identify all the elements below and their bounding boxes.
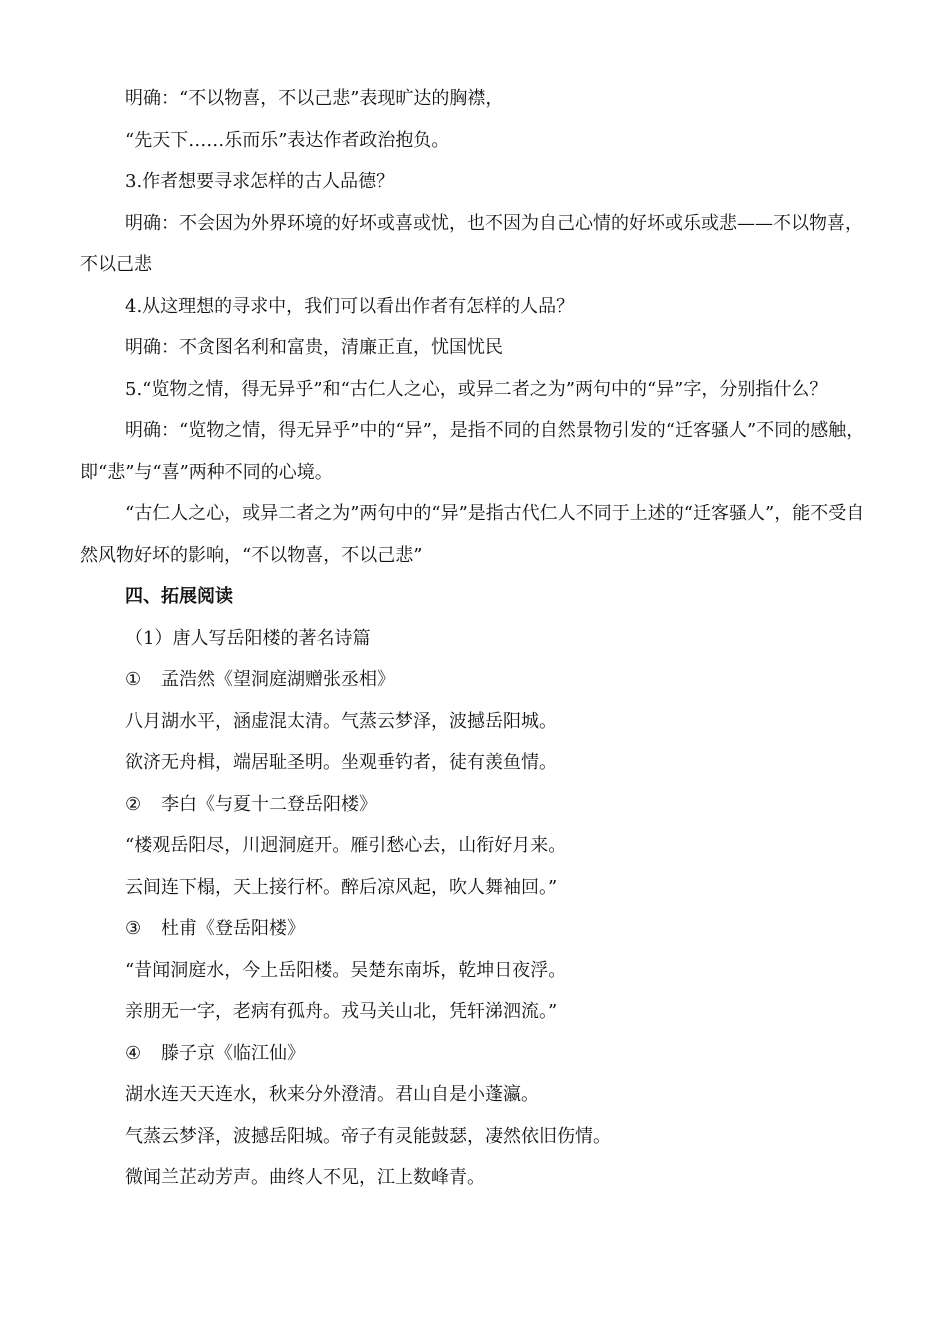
subheading: （1）唐人写岳阳楼的著名诗篇 [125,627,371,649]
poem-title [80,1033,870,1075]
answer-paragraph: 明确：不贪图名利和富贵，清廉正直，忧国忧民 [125,337,503,358]
poem-line: 亲朋无一字，老病有孤舟。戎马关山北，凭轩涕泗流。” [125,1001,558,1022]
poem-title-text: 杜甫《登岳阳楼》 [161,918,305,939]
poem-marker: ① [125,669,142,690]
poem-line: 微闻兰芷动芳声。曲终人不见，江上数峰青。 [125,1167,485,1188]
answer-paragraph: 明确：不会因为外界环境的好坏或喜或忧，也不因为自己心情的好坏或乐或悲——不以物喜，不以己悲 [80,212,863,275]
poem-marker: ② [125,793,142,815]
answer-paragraph: “古仁人之心，或异二者之为”两句中的“异”是指古代仁人不同于上述的“迁客骚人”，能不受自然风物好坏的影响，“不以物喜，不以己悲” [80,503,865,566]
section-heading: 四、拓展阅读 [125,586,233,607]
question-5: 5.“览物之情，得无异乎”和“古仁人之心，或异二者之为”两句中的“异”字，分别指什么？ [125,378,828,400]
poem-line: 欲济无舟楫，端居耻圣明。坐观垂钓者，徒有羡鱼情。 [125,752,557,773]
poem-line: 八月湖水平，涵虚混太清。气蒸云梦泽，波撼岳阳城。 [125,710,557,732]
poem-marker: ④ [125,1042,142,1064]
answer-paragraph: 明确：“览物之情，得无异乎”中的“异”，是指不同的自然景物引发的“迁客骚人”不同的感触，即“悲”与“喜”两种不同的心境。 [80,420,865,483]
poem-title [80,908,870,950]
poem-title-text: 李白《与夏十二登岳阳楼》 [161,793,377,815]
poem-title [80,784,870,826]
answer-paragraph: 明确：“不以物喜，不以己悲”表现旷达的胸襟， [125,88,504,109]
poem-marker: ③ [125,918,142,939]
answer-paragraph: “先天下……乐而乐”表达作者政治抱负。 [125,129,450,151]
poem-title [80,659,870,701]
poem-line: 湖水连天天连水，秋来分外澄清。君山自是小蓬瀛。 [125,1084,539,1105]
question-3: 3.作者想要寻求怎样的古人品德？ [125,171,395,192]
poem-line: 云间连下榻，天上接行杯。醉后凉风起，吹人舞袖回。” [125,876,558,898]
poem-title-text: 滕子京《临江仙》 [161,1042,305,1064]
document-content [80,78,870,1199]
poem-line: “昔闻洞庭水，今上岳阳楼。吴楚东南坼，乾坤日夜浮。 [125,959,567,981]
question-4: 4.从这理想的寻求中，我们可以看出作者有怎样的人品？ [125,295,575,317]
poem-line: 气蒸云梦泽，波撼岳阳城。帝子有灵能鼓瑟，凄然依旧伤情。 [125,1125,611,1147]
poem-line: “楼观岳阳尽，川迥洞庭开。雁引愁心去，山衔好月来。 [125,835,567,856]
poem-title-text: 孟浩然《望洞庭湖赠张丞相》 [161,669,395,690]
